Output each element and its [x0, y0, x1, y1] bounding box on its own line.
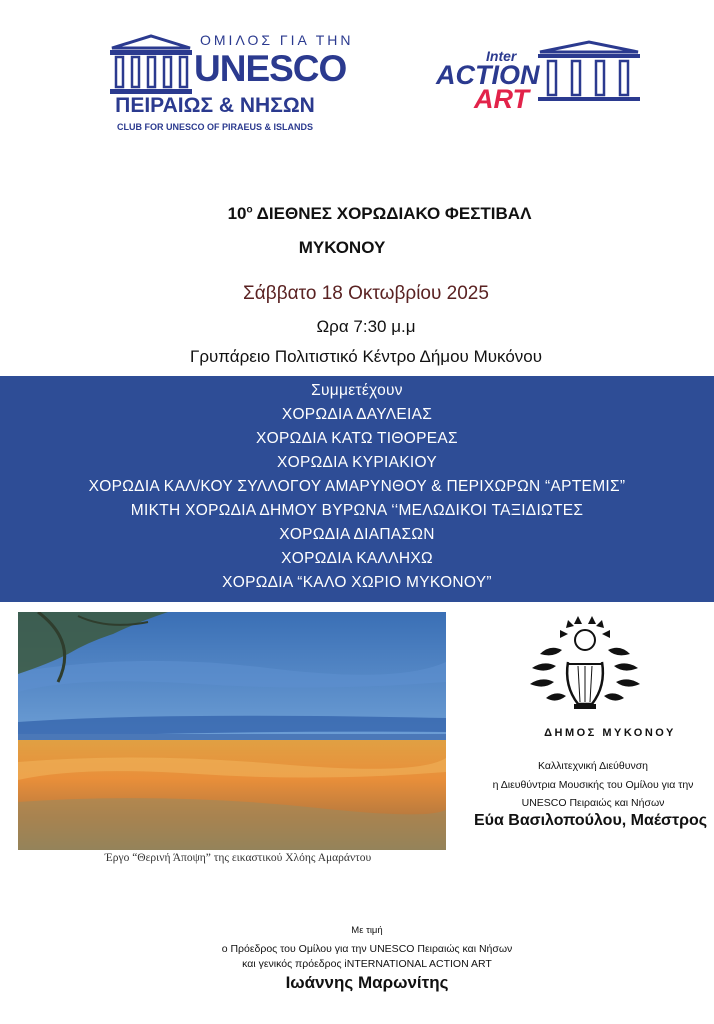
temple-icon	[534, 40, 644, 106]
choir-item: ΧΟΡΩΔΙΑ ΚΑΤΩ ΤΙΘΟΡΕΑΣ	[256, 430, 458, 447]
interaction-logo-action: ACTION	[436, 60, 540, 90]
festival-number: 10	[227, 204, 247, 223]
participants-band	[0, 376, 714, 602]
interaction-logo-art: ART	[474, 84, 530, 114]
director-role-line: η Διευθύντρια Μουσικής του Ομίλου για την	[492, 779, 694, 791]
festival-title-line-2: ΜΥΚΟΝΟΥ	[298, 238, 386, 257]
artistic-direction-label: Καλλιτεχνική Διεύθυνση	[537, 760, 649, 772]
festival-title-rest: ΔΙΕΘΝΕΣ ΧΟΡΩΔΙΑΚΟ ΦΕΣΤΙΒΑΛ	[252, 204, 532, 223]
municipality-name: ΔΗΜΟΣ ΜΥΚΟΝΟΥ	[544, 727, 676, 739]
choir-item: ΧΟΡΩΔΙΑ ΚΑΛΛΗΧΩ	[281, 550, 433, 567]
interaction-logo-inter: Inter	[486, 48, 517, 64]
president-name: Ιωάννης Μαρωνίτης	[285, 973, 449, 992]
unesco-logo-top-text: ΟΜΙΛΟΣ ΓΙΑ ΤΗΝ	[200, 32, 354, 48]
festival-title-line-1	[0, 204, 714, 224]
choir-item: ΧΟΡΩΔΙΑ ΔΙΑΠΑΣΩΝ	[279, 526, 435, 543]
festival-venue: Γρυπάρειο Πολιτιστικό Κέντρο Δήμου Μυκόνου	[189, 347, 543, 366]
interaction-art-logo	[430, 40, 645, 112]
lyre-emblem-icon	[520, 614, 650, 714]
unesco-logo-big-text: UNESCO	[194, 48, 347, 89]
choir-item: ΧΟΡΩΔΙΑ ΚΥΡΙΑΚΙΟΥ	[276, 454, 438, 471]
choir-item: ΜΙΚΤΗ ΧΟΡΩΔΙΑ ΔΗΜΟΥ ΒΥΡΩΝΑ ‘‘ΜΕΛΩΔΙΚΟΙ ΤΑΞΙΔΙΩΤΕΣ	[130, 502, 584, 519]
painting-caption: Έργο “Θερινή Άποψη” της εικαστικού Χλόης Αμαράντου	[104, 852, 372, 864]
participants-heading: Συμμετέχουν	[311, 382, 403, 399]
festival-ordinal: ο	[246, 204, 253, 216]
painting-image	[18, 612, 446, 850]
temple-icon	[108, 34, 194, 96]
choir-item: ΧΟΡΩΔΙΑ ΔΑΥΛΕΙΑΣ	[281, 406, 433, 423]
unesco-club-logo	[108, 30, 354, 136]
unesco-logo-greek-text: ΠΕΙΡΑΙΩΣ & ΝΗΣΩΝ	[115, 94, 315, 117]
choir-item: ΧΟΡΩΔΙΑ ΚΑΛ/ΚΟΥ ΣΥΛΛΟΓΟΥ ΑΜΑΡΥΝΘΟΥ & ΠΕΡΙΧΩΡΩΝ “ΑΡΤΕΜΙΣ”	[88, 478, 626, 495]
festival-date: Σάββατο 18 Οκτωβρίου 2025	[243, 283, 489, 304]
honor-label: Με τιμή	[351, 925, 383, 936]
choir-item: ΧΟΡΩΔΙΑ “ΚΑΛΟ ΧΩΡΙΟ ΜΥΚΟΝΟΥ”	[222, 574, 492, 591]
conductor-name: Εύα Βασιλοπούλου, Μαέστρος	[474, 812, 708, 829]
festival-time: Ωρα 7:30 μ.μ	[316, 317, 416, 336]
unesco-logo-club-text: CLUB FOR UNESCO OF PIRAEUS & ISLANDS	[116, 122, 313, 132]
president-role-line: ο Πρόεδρος του Ομίλου για την UNESCO Πειραιώς και Νήσων	[221, 943, 513, 955]
director-org-line: UNESCO Πειραιώς και Νήσων	[521, 797, 665, 809]
president-role-line-2: και γενικός πρόεδρος iNTERNATIONAL ACTION ART	[242, 958, 492, 970]
